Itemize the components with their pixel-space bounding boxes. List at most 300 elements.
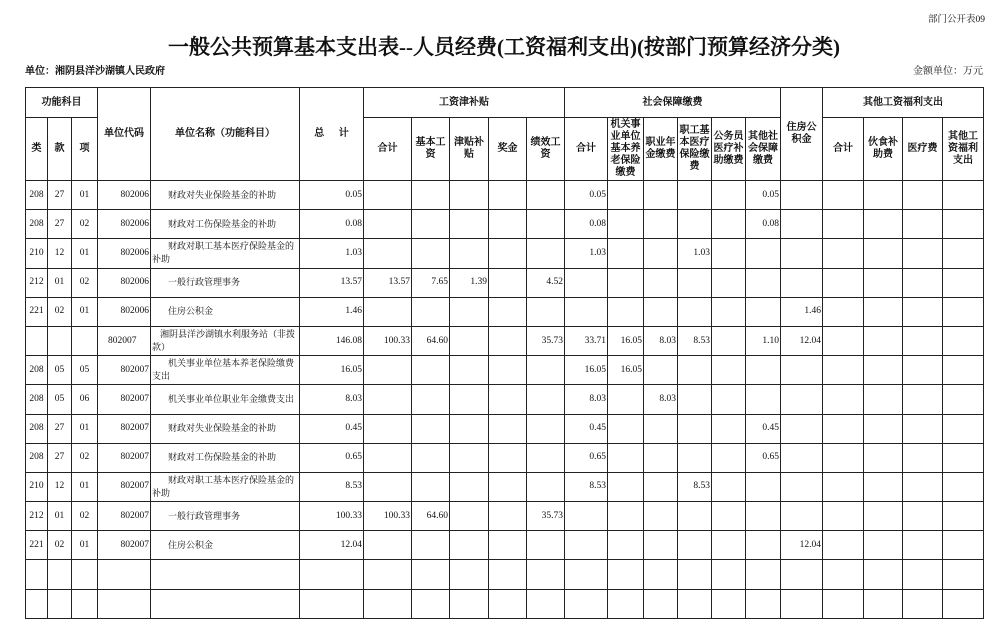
- table-row: [26, 414, 984, 443]
- cell-empty: [608, 589, 644, 618]
- cell-medical-insurance: [678, 356, 712, 385]
- cell-other-total: [823, 356, 864, 385]
- cell-medical-expense: [903, 472, 943, 501]
- cell-empty: [644, 589, 678, 618]
- cell-other-total: [823, 210, 864, 239]
- cell-housing-fund: 12.04: [781, 326, 823, 355]
- cell-wage-total: [364, 531, 412, 560]
- cell-meal-subsidy: [864, 210, 903, 239]
- cell-allowance: [450, 239, 489, 268]
- cell-class: 208: [26, 181, 48, 210]
- cell-pension-insurance: [608, 239, 644, 268]
- cell-bonus: [489, 414, 527, 443]
- cell-unit-code: 802007: [98, 414, 151, 443]
- cell-civil-servant-medical: [712, 268, 746, 297]
- cell-wage-total: 13.57: [364, 268, 412, 297]
- header-medical-insurance: [678, 118, 712, 181]
- cell-wage-total: 100.33: [364, 326, 412, 355]
- cell-meal-subsidy: [864, 472, 903, 501]
- cell-class: 208: [26, 210, 48, 239]
- cell-housing-fund: [781, 210, 823, 239]
- header-kuan: 款: [48, 118, 72, 181]
- table-row: [26, 502, 984, 531]
- header-row-groups: [26, 88, 984, 118]
- cell-total: 13.57: [300, 268, 364, 297]
- cell-empty: [781, 589, 823, 618]
- cell-total: 1.03: [300, 239, 364, 268]
- cell-other-welfare: [943, 531, 984, 560]
- cell-other-welfare: [943, 502, 984, 531]
- cell-bonus: [489, 531, 527, 560]
- cell-basic-salary: [412, 356, 450, 385]
- cell-bonus: [489, 181, 527, 210]
- cell-total: 12.04: [300, 531, 364, 560]
- cell-unit-name: 住房公积金: [151, 297, 300, 326]
- cell-empty: [26, 560, 48, 589]
- header-class: 类: [26, 118, 48, 181]
- cell-housing-fund: [781, 268, 823, 297]
- table-row: [26, 268, 984, 297]
- cell-medical-insurance: [678, 443, 712, 472]
- cell-occupational-annuity: [644, 443, 678, 472]
- cell-medical-insurance: [678, 502, 712, 531]
- cell-empty: [48, 560, 72, 589]
- cell-empty: [943, 589, 984, 618]
- cell-basic-salary: [412, 181, 450, 210]
- header-allowance: [450, 118, 489, 181]
- cell-unit-code: 802007: [98, 326, 151, 355]
- cell-pension-insurance: [608, 502, 644, 531]
- cell-other-total: [823, 414, 864, 443]
- cell-unit-code: 802006: [98, 239, 151, 268]
- cell-unit-name: 机关事业单位职业年金缴费支出: [151, 385, 300, 414]
- cell-performance-pay: [527, 443, 565, 472]
- cell-performance-pay: 4.52: [527, 268, 565, 297]
- amount-unit: 金额单位：万元: [913, 66, 983, 77]
- cell-meal-subsidy: [864, 297, 903, 326]
- cell-xiang: 06: [72, 385, 98, 414]
- cell-wage-total: [364, 472, 412, 501]
- cell-class: 221: [26, 297, 48, 326]
- cell-class: 212: [26, 268, 48, 297]
- cell-empty: [746, 560, 781, 589]
- cell-other-total: [823, 297, 864, 326]
- cell-medical-expense: [903, 268, 943, 297]
- cell-other-social-security: [746, 356, 781, 385]
- cell-empty: [565, 589, 608, 618]
- cell-other-social-security: 0.05: [746, 181, 781, 210]
- cell-kuan: 12: [48, 472, 72, 501]
- cell-empty: [364, 589, 412, 618]
- cell-empty: [903, 560, 943, 589]
- cell-medical-insurance: 1.03: [678, 239, 712, 268]
- cell-housing-fund: [781, 502, 823, 531]
- cell-empty: [943, 560, 984, 589]
- cell-empty: [527, 589, 565, 618]
- cell-housing-fund: [781, 239, 823, 268]
- cell-unit-name: 机关事业单位基本养老保险缴费支出: [151, 356, 300, 385]
- cell-other-total: [823, 502, 864, 531]
- cell-meal-subsidy: [864, 414, 903, 443]
- budget-table: [25, 87, 984, 619]
- cell-unit-name: 财政对工伤保险基金的补助: [151, 443, 300, 472]
- header-performance-pay-label: 绩效工资: [530, 137, 561, 160]
- cell-civil-servant-medical: [712, 414, 746, 443]
- cell-other-total: [823, 472, 864, 501]
- cell-medical-expense: [903, 326, 943, 355]
- cell-bonus: [489, 502, 527, 531]
- cell-housing-fund: [781, 385, 823, 414]
- cell-social-total: 0.05: [565, 181, 608, 210]
- cell-other-total: [823, 385, 864, 414]
- cell-xiang: [72, 326, 98, 355]
- header-other-welfare-label: 其他工资福利支出: [948, 131, 979, 166]
- cell-occupational-annuity: [644, 239, 678, 268]
- header-meal-subsidy: [864, 118, 903, 181]
- cell-medical-insurance: [678, 297, 712, 326]
- cell-unit-code: 802007: [98, 531, 151, 560]
- cell-medical-insurance: [678, 531, 712, 560]
- cell-meal-subsidy: [864, 239, 903, 268]
- cell-kuan: 01: [48, 268, 72, 297]
- cell-xiang: 01: [72, 414, 98, 443]
- cell-performance-pay: [527, 356, 565, 385]
- cell-medical-expense: [903, 181, 943, 210]
- cell-kuan: 01: [48, 502, 72, 531]
- cell-allowance: 1.39: [450, 268, 489, 297]
- cell-performance-pay: [527, 472, 565, 501]
- cell-medical-insurance: 8.53: [678, 326, 712, 355]
- cell-unit-name: 财政对工伤保险基金的补助: [151, 210, 300, 239]
- cell-empty: [48, 589, 72, 618]
- cell-empty: [903, 589, 943, 618]
- cell-class: [26, 326, 48, 355]
- cell-occupational-annuity: [644, 356, 678, 385]
- cell-other-social-security: [746, 268, 781, 297]
- cell-class: 210: [26, 239, 48, 268]
- header-performance-pay: [527, 118, 565, 181]
- cell-performance-pay: [527, 239, 565, 268]
- header-allowance-label: 津贴补贴: [454, 137, 485, 160]
- cell-social-total: 16.05: [565, 356, 608, 385]
- table-row: [26, 297, 984, 326]
- cell-empty: [746, 589, 781, 618]
- cell-unit-name: 财政对失业保险基金的补助: [151, 414, 300, 443]
- cell-wage-total: [364, 210, 412, 239]
- cell-medical-insurance: [678, 210, 712, 239]
- cell-other-total: [823, 443, 864, 472]
- cell-pension-insurance: [608, 385, 644, 414]
- header-wage-group: 工资津补贴: [364, 88, 565, 118]
- cell-medical-insurance: [678, 385, 712, 414]
- header-other-group: 其他工资福利支出: [823, 88, 984, 118]
- cell-xiang: 05: [72, 356, 98, 385]
- cell-pension-insurance: [608, 181, 644, 210]
- cell-bonus: [489, 268, 527, 297]
- table-row: [26, 443, 984, 472]
- cell-empty: [678, 560, 712, 589]
- header-occupational-annuity: [644, 118, 678, 181]
- page-title: 一般公共预算基本支出表--人员经费(工资福利支出)(按部门预算经济分类): [168, 35, 840, 59]
- cell-allowance: [450, 443, 489, 472]
- cell-meal-subsidy: [864, 385, 903, 414]
- cell-total: 8.03: [300, 385, 364, 414]
- cell-wage-total: [364, 385, 412, 414]
- empty-row: [26, 560, 984, 589]
- cell-empty: [364, 560, 412, 589]
- cell-social-total: [565, 268, 608, 297]
- header-basic-salary-label: 基本工资: [415, 137, 446, 160]
- cell-bonus: [489, 297, 527, 326]
- cell-housing-fund: [781, 472, 823, 501]
- cell-empty: [151, 589, 300, 618]
- cell-other-welfare: [943, 472, 984, 501]
- cell-unit-code: 802006: [98, 210, 151, 239]
- cell-occupational-annuity: 8.03: [644, 385, 678, 414]
- cell-medical-expense: [903, 385, 943, 414]
- header-pension-insurance: [608, 118, 644, 181]
- table-row: [26, 472, 984, 501]
- cell-other-total: [823, 326, 864, 355]
- cell-class: 208: [26, 385, 48, 414]
- cell-kuan: 02: [48, 297, 72, 326]
- cell-occupational-annuity: [644, 472, 678, 501]
- cell-occupational-annuity: [644, 297, 678, 326]
- cell-basic-salary: [412, 239, 450, 268]
- cell-allowance: [450, 385, 489, 414]
- cell-meal-subsidy: [864, 326, 903, 355]
- cell-empty: [565, 560, 608, 589]
- cell-unit-name: 一般行政管理事务: [151, 268, 300, 297]
- cell-other-total: [823, 181, 864, 210]
- cell-wage-total: [364, 181, 412, 210]
- cell-pension-insurance: [608, 414, 644, 443]
- cell-other-welfare: [943, 356, 984, 385]
- cell-bonus: [489, 385, 527, 414]
- cell-xiang: 01: [72, 531, 98, 560]
- cell-total: 0.08: [300, 210, 364, 239]
- cell-empty: [450, 560, 489, 589]
- cell-basic-salary: [412, 472, 450, 501]
- cell-total: 0.45: [300, 414, 364, 443]
- cell-other-welfare: [943, 443, 984, 472]
- cell-civil-servant-medical: [712, 210, 746, 239]
- cell-allowance: [450, 502, 489, 531]
- cell-other-total: [823, 268, 864, 297]
- cell-civil-servant-medical: [712, 326, 746, 355]
- cell-wage-total: [364, 414, 412, 443]
- cell-meal-subsidy: [864, 181, 903, 210]
- cell-bonus: [489, 239, 527, 268]
- cell-kuan: 27: [48, 181, 72, 210]
- cell-empty: [678, 589, 712, 618]
- cell-medical-expense: [903, 239, 943, 268]
- cell-allowance: [450, 472, 489, 501]
- cell-total: 0.05: [300, 181, 364, 210]
- cell-unit-code: 802007: [98, 443, 151, 472]
- cell-kuan: 27: [48, 443, 72, 472]
- cell-other-welfare: [943, 385, 984, 414]
- cell-other-social-security: 0.65: [746, 443, 781, 472]
- cell-basic-salary: [412, 297, 450, 326]
- cell-kuan: 05: [48, 385, 72, 414]
- cell-empty: [151, 560, 300, 589]
- cell-medical-expense: [903, 443, 943, 472]
- cell-class: 212: [26, 502, 48, 531]
- cell-class: 210: [26, 472, 48, 501]
- cell-total: 8.53: [300, 472, 364, 501]
- cell-wage-total: [364, 239, 412, 268]
- cell-total: 1.46: [300, 297, 364, 326]
- cell-performance-pay: [527, 385, 565, 414]
- cell-social-total: 8.53: [565, 472, 608, 501]
- header-bonus-label: 奖金: [497, 143, 518, 154]
- cell-class: 208: [26, 443, 48, 472]
- cell-basic-salary: [412, 443, 450, 472]
- cell-occupational-annuity: [644, 181, 678, 210]
- cell-class: 221: [26, 531, 48, 560]
- cell-performance-pay: 35.73: [527, 502, 565, 531]
- cell-other-social-security: 1.10: [746, 326, 781, 355]
- header-xiang: 项: [72, 118, 98, 181]
- cell-performance-pay: [527, 181, 565, 210]
- cell-bonus: [489, 210, 527, 239]
- cell-kuan: 02: [48, 531, 72, 560]
- cell-other-welfare: [943, 414, 984, 443]
- table-body: [26, 181, 984, 619]
- header-social-group: 社会保障缴费: [565, 88, 781, 118]
- cell-basic-salary: [412, 531, 450, 560]
- cell-kuan: 27: [48, 210, 72, 239]
- cell-pension-insurance: [608, 472, 644, 501]
- cell-empty: [644, 560, 678, 589]
- cell-empty: [781, 560, 823, 589]
- cell-occupational-annuity: [644, 414, 678, 443]
- table-header: [26, 88, 984, 181]
- cell-housing-fund: [781, 414, 823, 443]
- cell-pension-insurance: [608, 210, 644, 239]
- cell-occupational-annuity: 8.03: [644, 326, 678, 355]
- header-medical-expense: [903, 118, 943, 181]
- cell-social-total: [565, 502, 608, 531]
- cell-empty: [712, 560, 746, 589]
- cell-allowance: [450, 326, 489, 355]
- cell-xiang: 02: [72, 443, 98, 472]
- cell-meal-subsidy: [864, 443, 903, 472]
- cell-unit-name: 住房公积金: [151, 531, 300, 560]
- cell-medical-expense: [903, 297, 943, 326]
- cell-social-total: 33.71: [565, 326, 608, 355]
- cell-other-welfare: [943, 268, 984, 297]
- header-housing-fund: [781, 88, 823, 181]
- header-other-social-security: [746, 118, 781, 181]
- header-basic-salary: [412, 118, 450, 181]
- cell-allowance: [450, 181, 489, 210]
- cell-housing-fund: 12.04: [781, 531, 823, 560]
- cell-allowance: [450, 531, 489, 560]
- cell-xiang: 02: [72, 210, 98, 239]
- header-unit-code: 单位代码: [98, 88, 151, 181]
- header-unit-name: 单位名称（功能科目）: [151, 88, 300, 181]
- cell-wage-total: [364, 443, 412, 472]
- cell-empty: [72, 560, 98, 589]
- cell-kuan: [48, 326, 72, 355]
- cell-civil-servant-medical: [712, 531, 746, 560]
- cell-medical-expense: [903, 502, 943, 531]
- cell-occupational-annuity: [644, 502, 678, 531]
- cell-empty: [489, 560, 527, 589]
- cell-other-social-security: [746, 239, 781, 268]
- cell-unit-code: 802007: [98, 472, 151, 501]
- cell-unit-code: 802006: [98, 268, 151, 297]
- cell-xiang: 01: [72, 297, 98, 326]
- cell-other-social-security: [746, 472, 781, 501]
- cell-meal-subsidy: [864, 502, 903, 531]
- cell-civil-servant-medical: [712, 297, 746, 326]
- cell-unit-code: 802006: [98, 181, 151, 210]
- cell-allowance: [450, 210, 489, 239]
- cell-unit-name: 财政对职工基本医疗保险基金的补助: [151, 239, 300, 268]
- cell-social-total: 0.08: [565, 210, 608, 239]
- header-other-total: [823, 118, 864, 181]
- cell-unit-name: 一般行政管理事务: [151, 502, 300, 531]
- cell-performance-pay: 35.73: [527, 326, 565, 355]
- header-civil-servant-medical-label: 公务员医疗补助缴费: [713, 131, 744, 166]
- cell-occupational-annuity: [644, 210, 678, 239]
- cell-unit-code: 802007: [98, 502, 151, 531]
- table-row: [26, 531, 984, 560]
- header-medical-expense-label: 医疗费: [907, 143, 938, 154]
- header-other-welfare: [943, 118, 984, 181]
- cell-wage-total: [364, 297, 412, 326]
- cell-housing-fund: [781, 181, 823, 210]
- cell-xiang: 02: [72, 268, 98, 297]
- cell-empty: [98, 560, 151, 589]
- cell-pension-insurance: [608, 297, 644, 326]
- table-row: [26, 239, 984, 268]
- cell-bonus: [489, 443, 527, 472]
- cell-wage-total: 100.33: [364, 502, 412, 531]
- cell-other-welfare: [943, 239, 984, 268]
- header-medical-insurance-label: 职工基本医疗保险缴费: [679, 125, 710, 172]
- cell-bonus: [489, 326, 527, 355]
- cell-other-social-security: 0.08: [746, 210, 781, 239]
- cell-pension-insurance: 16.05: [608, 356, 644, 385]
- header-social-total: [565, 118, 608, 181]
- cell-total: 0.65: [300, 443, 364, 472]
- header-wage-total: [364, 118, 412, 181]
- cell-empty: [608, 560, 644, 589]
- cell-civil-servant-medical: [712, 356, 746, 385]
- cell-housing-fund: [781, 443, 823, 472]
- cell-unit-name: 湘阴县洋沙湖镇水利服务站（非拨款）: [151, 326, 300, 355]
- table-row: [26, 210, 984, 239]
- cell-unit-code: 802006: [98, 297, 151, 326]
- cell-allowance: [450, 414, 489, 443]
- header-other-social-security-label: 其他社会保障缴费: [748, 131, 779, 166]
- cell-allowance: [450, 356, 489, 385]
- cell-performance-pay: [527, 297, 565, 326]
- cell-social-total: 0.65: [565, 443, 608, 472]
- cell-unit-name: 财政对失业保险基金的补助: [151, 181, 300, 210]
- cell-total: 146.08: [300, 326, 364, 355]
- cell-medical-insurance: [678, 268, 712, 297]
- cell-medical-insurance: [678, 414, 712, 443]
- cell-allowance: [450, 297, 489, 326]
- empty-row: [26, 589, 984, 618]
- header-occupational-annuity-label: 职业年金缴费: [645, 137, 676, 160]
- cell-other-social-security: [746, 502, 781, 531]
